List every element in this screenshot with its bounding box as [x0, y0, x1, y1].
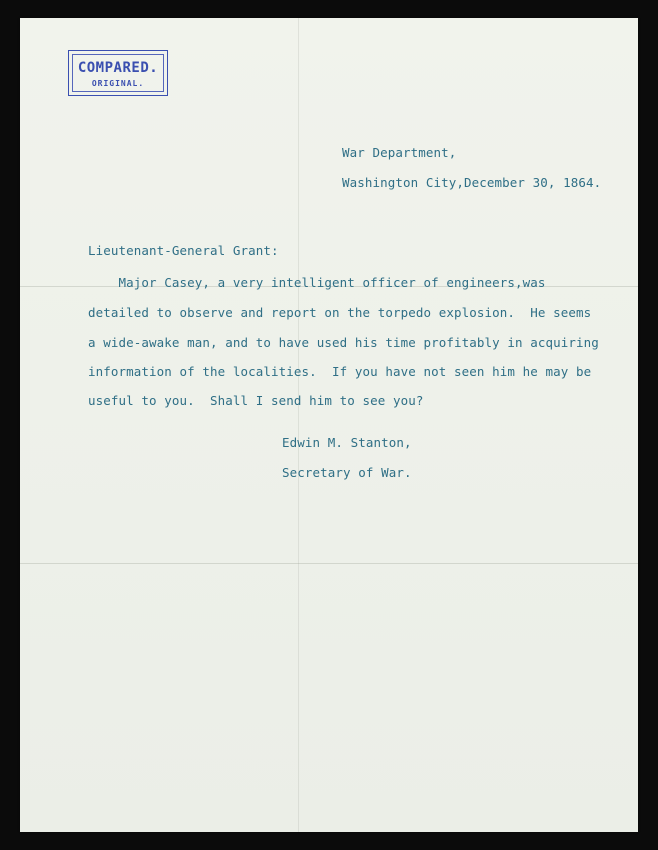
- stamp-title: COMPARED.: [77, 60, 159, 76]
- body-line-1: Major Casey, a very intelligent officer of engineers,was: [88, 275, 546, 290]
- compared-original-stamp: [68, 50, 168, 96]
- fold-line-lower: [20, 563, 638, 564]
- body-line-2: detailed to observe and report on the torpedo explosion. He seems: [88, 305, 592, 320]
- stamp-subtitle: ORIGINAL.: [91, 79, 145, 88]
- body-line-5: useful to you. Shall I send him to see you?: [88, 393, 424, 408]
- body-line-3: a wide-awake man, and to have used his time profitably in acquiring: [88, 335, 599, 350]
- body-line-4: information of the localities. If you have not seen him he may be: [88, 364, 592, 379]
- signature-name: Edwin M. Stanton,: [282, 435, 412, 450]
- signature-title: Secretary of War.: [282, 465, 412, 480]
- fold-line-vertical: [298, 18, 299, 832]
- letter-page: [20, 18, 638, 832]
- department-heading: War Department,: [342, 145, 457, 160]
- salutation: Lieutenant-General Grant:: [88, 243, 279, 258]
- place-and-date: Washington City,December 30, 1864.: [342, 175, 602, 190]
